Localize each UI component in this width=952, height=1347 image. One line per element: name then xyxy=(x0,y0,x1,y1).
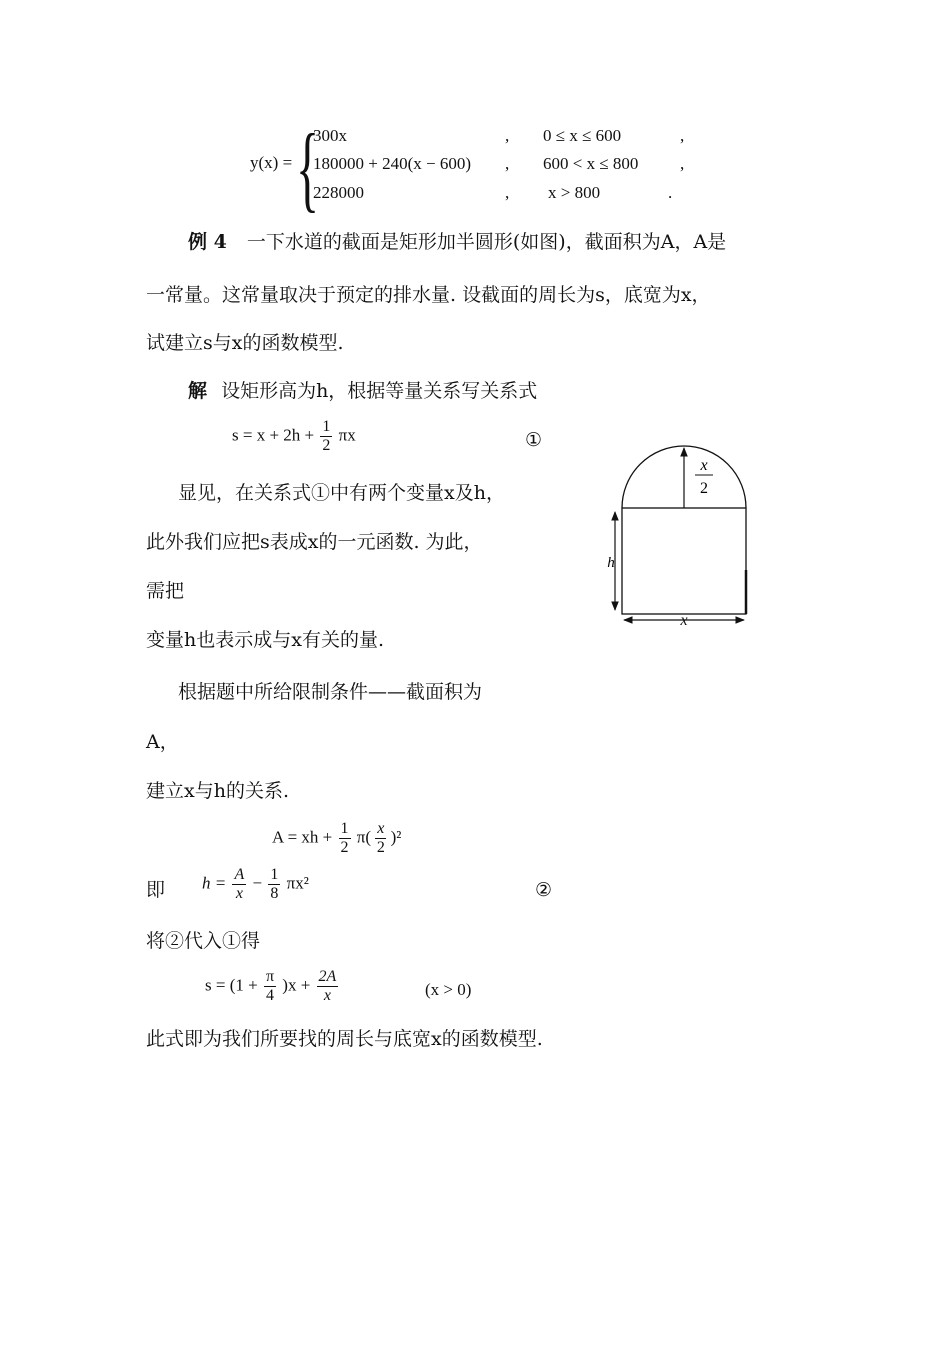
width-label: x xyxy=(680,612,688,629)
height-label: h xyxy=(607,555,615,571)
rectangle-outline xyxy=(622,508,746,614)
example-line-1 xyxy=(188,230,726,254)
eq3-denominator-2: 8 xyxy=(270,885,279,902)
piecewise-row-3-sep: , xyxy=(505,183,510,202)
solution-p1: 显见，在关系式①中有两个变量x及h， xyxy=(178,482,505,504)
solution-p4: 变量h也表示成与x有关的量. xyxy=(146,629,384,651)
eq3-lhs: h = xyxy=(202,873,227,893)
piecewise-row-2-cond: 600 < x ≤ 800 xyxy=(543,154,639,173)
eq4-fraction-1 xyxy=(264,968,276,1005)
example-line-3: 试建立s与x的函数模型. xyxy=(146,332,344,354)
equation-3 xyxy=(202,866,309,903)
eq2-lhs: A = xh + xyxy=(272,827,333,847)
piecewise-row-2-sep: , xyxy=(505,154,510,173)
solution-intro-line xyxy=(188,379,537,403)
eq2-denominator-1: 2 xyxy=(340,839,349,856)
piecewise-row-1-cond: 0 ≤ x ≤ 600 xyxy=(543,126,622,145)
eq3-tail: πx² xyxy=(286,873,309,893)
piecewise-row-1-expr: 300x xyxy=(313,126,347,145)
eq4-lhs: s = (1 + xyxy=(205,975,258,995)
equation-1 xyxy=(232,418,356,455)
eq3-numerator-2: 1 xyxy=(270,866,279,883)
solution-label: 解 xyxy=(188,380,208,402)
example-text-1: 一下水道的截面是矩形加半圆形(如图)，截面积为A，A是 xyxy=(246,231,727,253)
eq3-prefix: 即 xyxy=(146,879,166,901)
example-line-2: 一常量。这常量取决于预定的排水量. 设截面的周长为s，底宽为x， xyxy=(146,284,711,306)
piecewise-row-2-end: , xyxy=(680,154,685,173)
eq3-mark: ② xyxy=(535,879,553,901)
piecewise-row-2-expr: 180000 + 240(x − 600) xyxy=(313,154,471,173)
eq4-denominator-1: 4 xyxy=(265,987,274,1004)
solution-p9: 此式即为我们所要找的周长与底宽x的函数模型. xyxy=(146,1028,543,1050)
solution-p6: A， xyxy=(146,731,179,753)
eq4-condition: (x > 0) xyxy=(425,980,472,999)
piecewise-row-3-end: . xyxy=(668,183,673,202)
piecewise-row-3-expr: 228000 xyxy=(313,183,364,202)
equation-4 xyxy=(205,968,340,1005)
eq2-denominator-2: 2 xyxy=(376,839,385,856)
piecewise-brace: { xyxy=(296,114,320,221)
sewer-cross-section-figure xyxy=(600,440,770,630)
eq4-fraction-2 xyxy=(317,968,339,1005)
eq2-tail: )² xyxy=(390,827,402,847)
solution-p7: 建立x与h的关系. xyxy=(146,780,289,802)
piecewise-lhs: y(x) = xyxy=(250,153,293,172)
equation-2 xyxy=(272,820,401,857)
eq3-denominator-1: x xyxy=(235,885,243,902)
example-label: 例 4 xyxy=(188,231,227,253)
eq2-numerator-1: 1 xyxy=(340,820,349,837)
solution-p3: 需把 xyxy=(146,580,185,602)
piecewise-row-1-sep: , xyxy=(505,126,510,145)
solution-p8: 将②代入①得 xyxy=(146,930,261,952)
piecewise-row-3-cond: x > 800 xyxy=(548,183,601,202)
eq1-numerator: 1 xyxy=(322,418,331,435)
eq2-numerator-2: x xyxy=(377,820,385,837)
eq1-lhs: s = x + 2h + xyxy=(232,425,315,445)
eq3-fraction-1 xyxy=(232,866,246,903)
eq1-fraction xyxy=(320,418,332,455)
eq4-mid: )x + xyxy=(282,975,311,995)
eq1-tail: πx xyxy=(338,425,356,445)
eq4-denominator-2: x xyxy=(323,987,331,1004)
eq2-mid: π( xyxy=(356,827,372,847)
radius-label-num: x xyxy=(700,457,708,474)
piecewise-row-1-end: , xyxy=(680,126,685,145)
eq2-fraction-1 xyxy=(339,820,351,857)
solution-p2: 此外我们应把s表成x的一元函数. 为此， xyxy=(146,531,483,553)
solution-intro: 设矩形高为h，根据等量关系写关系式 xyxy=(221,380,538,402)
eq3-numerator-1: A xyxy=(234,866,245,883)
eq1-mark: ① xyxy=(525,429,543,451)
eq2-fraction-2 xyxy=(375,820,386,857)
eq4-numerator-2: 2A xyxy=(318,968,337,985)
eq4-numerator-1: π xyxy=(265,968,275,985)
eq3-fraction-2 xyxy=(268,866,280,903)
eq3-minus: − xyxy=(252,873,263,893)
eq1-denominator: 2 xyxy=(322,437,331,454)
solution-p5: 根据题中所给限制条件——截面积为 xyxy=(178,681,483,703)
radius-label-den: 2 xyxy=(700,480,708,497)
